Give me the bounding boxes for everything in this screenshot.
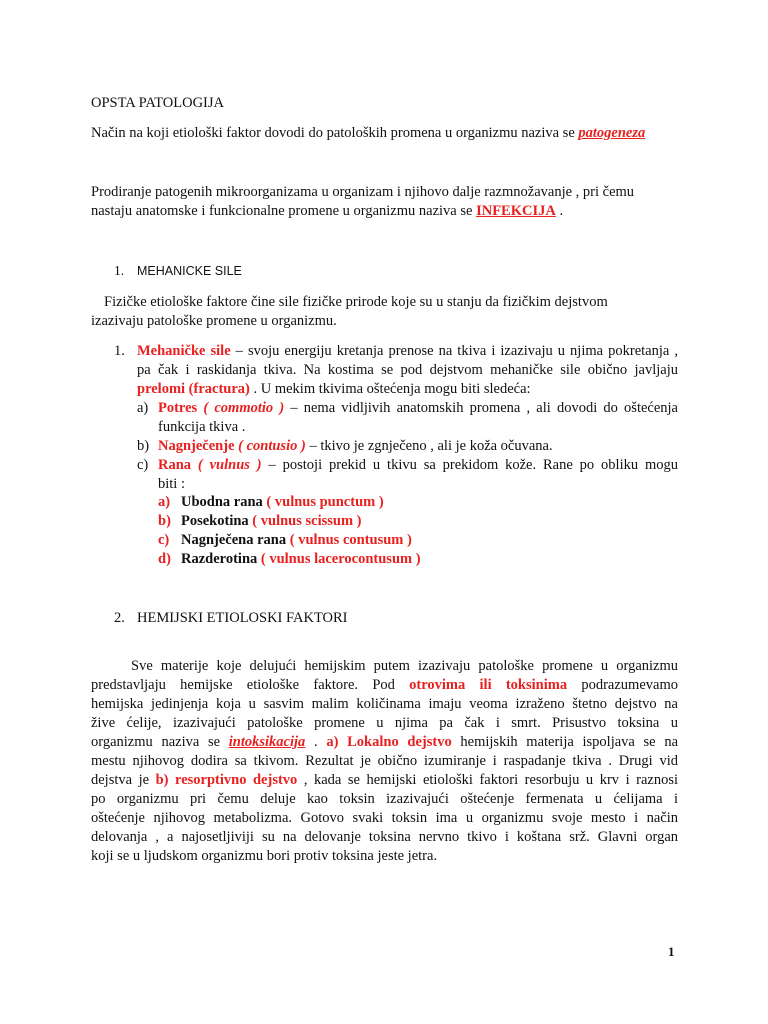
s2-line-4: žive ćelije, izazivajući patološke promene u njima pa čak i smrt. Prisustvo toksina u: [91, 715, 678, 731]
page-title: OPSTA PATOLOGIJA: [91, 95, 224, 111]
term-infekcija: INFEKCIJA: [476, 203, 556, 219]
section2-heading: HEMIJSKI ETIOLOSKI FAKTORI: [137, 610, 348, 626]
wound-b: [181, 512, 361, 530]
term-nagnjecenje: Nagnječenje: [158, 438, 235, 454]
s2-line-6: mestu njihovog dodira sa tkivom. Rezultat je obično izumiranje i raspadanje tkiva . Drugi vid: [91, 753, 678, 769]
page-number: 1: [668, 944, 675, 959]
s2-line-7: [91, 771, 678, 789]
wound-c-name: Nagnječena rana: [181, 532, 287, 548]
term-contusio: ( contusio ): [234, 438, 306, 454]
s2-line-10: delovanja , a najosetljiviji su na delovanje toksina nervno tkivo i koštana srž. Glavni organ: [91, 829, 678, 845]
section1-heading: MEHANICKE SILE: [137, 264, 242, 278]
item1-text-3: . U mekim tkivima oštećenja mogu biti sledeća:: [249, 381, 531, 397]
s2-line-1: Sve materije koje delujući hemijskim putem izazivaju patološke promene u organizmu: [131, 658, 678, 674]
s2-line-7a: dejstva je: [91, 772, 156, 788]
sub-c-letter: c): [137, 457, 149, 473]
term-mehanicke-sile: Mehaničke sile: [137, 343, 231, 359]
term-commotio: ( commotio ): [197, 400, 285, 416]
s2-line-8: po organizmu pri čemu deluje kao toksin izazivajući oštećenje fermenata u ćelijama i: [91, 791, 678, 807]
intro-line: [91, 124, 645, 142]
intro-text: Način na koji etiološki faktor dovodi do patoloških promena u organizmu naziva se: [91, 125, 579, 141]
s2-line-11: koji se u ljudskom organizmu bori protiv toksina jeste jetra.: [91, 848, 438, 864]
sub-b-text-1: – tkivo je zgnječeno , ali je koža očuvana.: [305, 438, 553, 454]
wound-d-name: Razderotina: [181, 551, 258, 567]
wound-d-latin: ( vulnus lacerocontusum ): [257, 551, 421, 567]
infekcija-line-1: Prodiranje patogenih mikroorganizama u organizam i njihovo dalje razmnožavanje , pri čemu: [91, 184, 635, 200]
s2-line-2: [91, 676, 678, 694]
section1-para-line-1: Fizičke etiološke faktore čine sile fizičke prirode koje su u stanju da fizičkim dejstvom: [104, 294, 608, 310]
sub-c-line-1: [158, 456, 678, 474]
item1-line-2: pa čak i raskidanja tkiva. Na kostima se pod dejstvom mehaničke sile obično javljaju: [137, 362, 678, 378]
sub-a-line-1: [158, 399, 678, 417]
item1-line-1: [137, 342, 678, 360]
s2-line-2a: predstavljaju hemijske etiološke faktore. Pod: [91, 677, 410, 693]
item1-text-1: – svoju energiju kretanja prenose na tkiva i izazivaju u njima pokretanja ,: [230, 343, 678, 359]
wound-b-name: Posekotina: [181, 513, 249, 529]
sub-b-line-1: [158, 437, 553, 455]
term-prelomi: prelomi (fractura): [137, 381, 250, 397]
s2-line-2b: podrazumevamo: [567, 677, 678, 693]
wound-a-letter: a): [158, 494, 171, 510]
wound-a-latin: ( vulnus punctum ): [262, 494, 384, 510]
sub-b-letter: b): [137, 438, 150, 454]
s2-line-5a: organizmu naziva se: [91, 734, 229, 750]
wound-d-letter: d): [158, 551, 171, 567]
term-otrovi: otrovima ili toksinima: [409, 677, 568, 693]
sub-c-line-2: biti :: [158, 476, 185, 492]
s2-line-3: hemijska jedinjenja koja u sasvim malim količinama imaju veoma izraženo štetno dejstvo na: [91, 696, 678, 712]
sub-a-letter: a): [137, 400, 149, 416]
s2-line-5b: .: [305, 734, 327, 750]
s2-line-5: [91, 733, 678, 751]
term-lokalno-dejstvo: a) Lokalno dejstvo: [326, 734, 452, 750]
infekcija-end: .: [555, 203, 564, 219]
term-rana: Rana: [158, 457, 192, 473]
term-resorptivno-dejstvo: b) resorptivno dejstvo: [155, 772, 298, 788]
wound-b-letter: b): [158, 513, 171, 529]
wound-d: [181, 550, 421, 568]
wound-a-name: Ubodna rana: [181, 494, 263, 510]
term-potres: Potres: [158, 400, 198, 416]
s2-line-9: oštećenje njihovog metabolizma. Gotovo svaki toksin ima u organizmu svoje mesto i način: [91, 810, 678, 826]
wound-c-letter: c): [158, 532, 170, 548]
item1-line-3: [137, 380, 531, 398]
section1-number: 1.: [114, 263, 125, 278]
wound-a: [181, 493, 384, 511]
sub-c-text-1: – postoji prekid u tkivu sa prekidom kože. Rane po obliku mogu: [261, 457, 678, 473]
term-intoksikacija: intoksikacija: [228, 734, 306, 750]
sub-a-line-2: funkcija tkiva .: [158, 419, 246, 435]
section2-number: 2.: [114, 610, 125, 626]
sub-a-text-1: – nema vidljivih anatomskih promena , ali dovodi do oštećenja: [284, 400, 678, 416]
wound-b-latin: ( vulnus scissum ): [248, 513, 362, 529]
term-vulnus: ( vulnus ): [191, 457, 262, 473]
s2-line-5c: hemijskih materija ispoljava se na: [451, 734, 679, 750]
s2-line-7b: , kada se hemijski etiološki faktori resorbuju u krv i raznosi: [297, 772, 678, 788]
wound-c: [181, 531, 412, 549]
term-patogeneza: patogeneza: [578, 125, 646, 141]
wound-c-latin: ( vulnus contusum ): [286, 532, 412, 548]
item1-number: 1.: [114, 343, 125, 359]
infekcija-text: nastaju anatomske i funkcionalne promene u organizmu naziva se: [91, 203, 477, 219]
infekcija-line-2: [91, 202, 563, 220]
section1-para-line-2: izazivaju patološke promene u organizmu.: [91, 313, 337, 329]
